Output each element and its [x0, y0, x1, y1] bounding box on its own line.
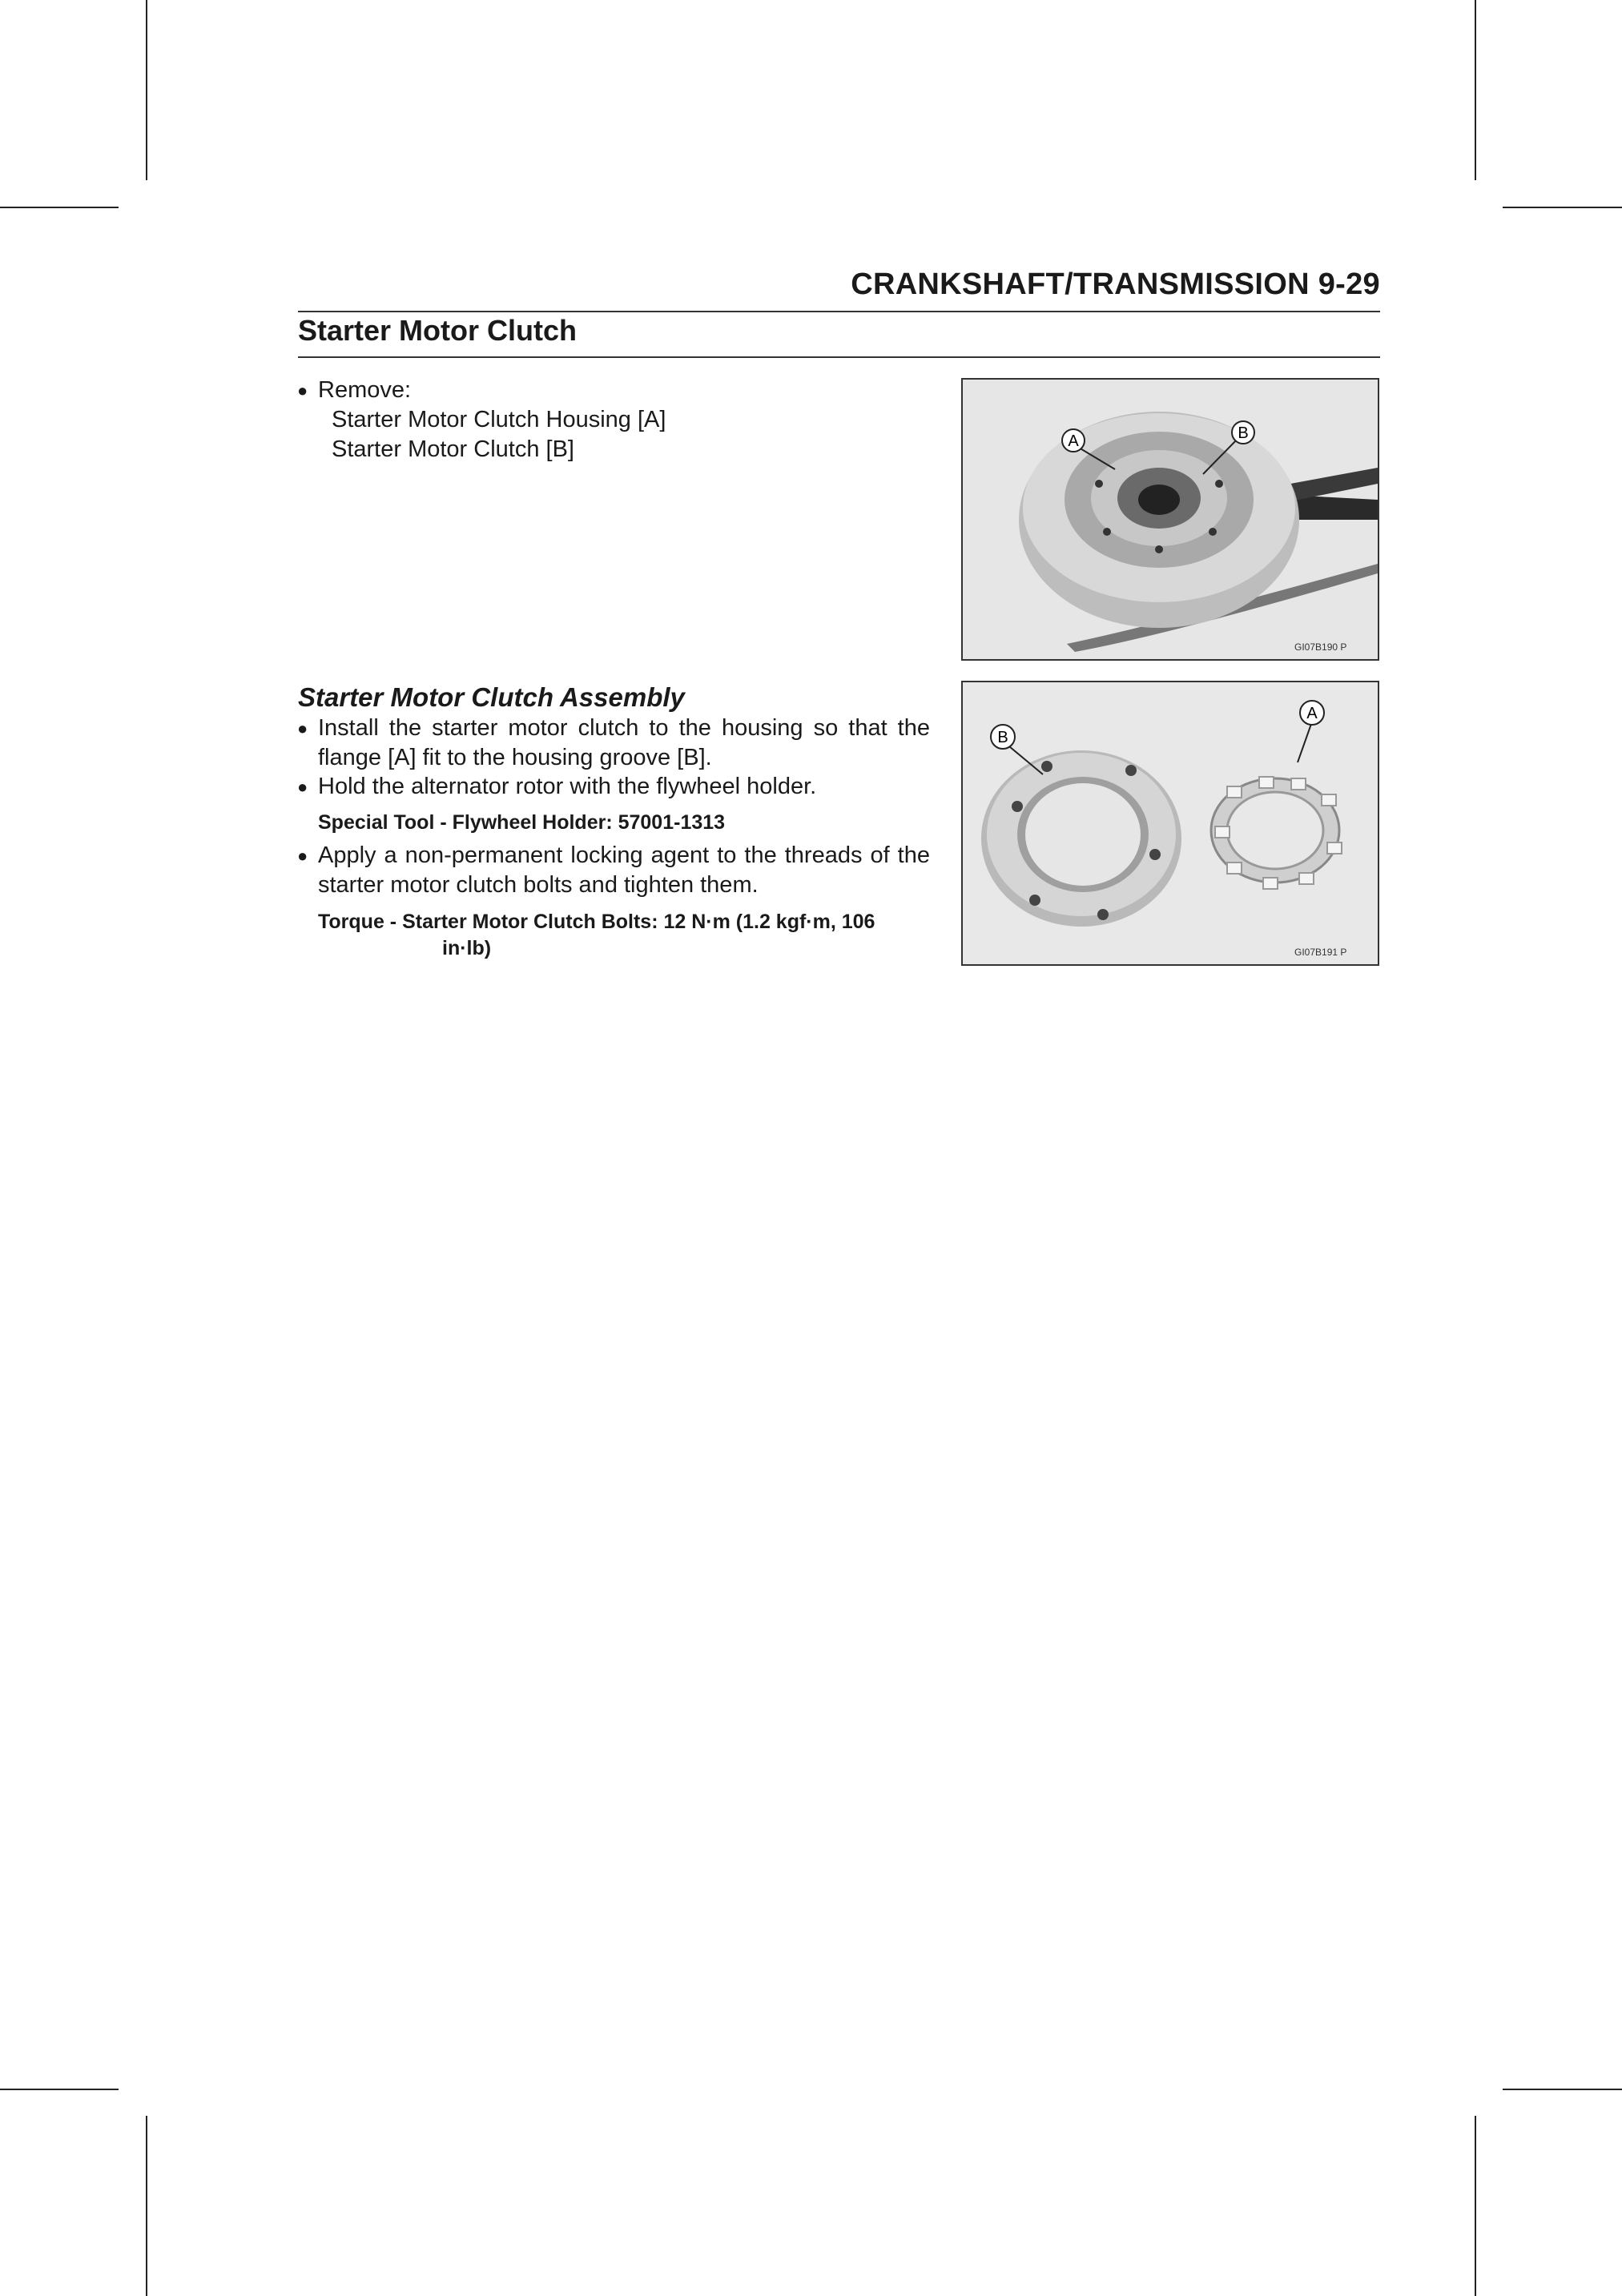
- special-tool-spec: Special Tool - Flywheel Holder: 57001-1313: [318, 811, 726, 834]
- page-header: [298, 264, 1380, 312]
- figure-assembly-photo: [961, 681, 1379, 966]
- crop-mark: [0, 2089, 119, 2090]
- remove-item: Starter Motor Clutch Housing [A]: [332, 407, 666, 432]
- callout-label: B: [1238, 424, 1249, 442]
- figure-assembly-drawing: [963, 682, 1378, 964]
- remove-block: [318, 376, 927, 464]
- callout-label: A: [1068, 432, 1079, 450]
- torque-line: in·lb): [442, 937, 492, 959]
- remove-item: Starter Motor Clutch [B]: [332, 436, 574, 462]
- assembly-step: [318, 714, 930, 773]
- assembly-heading: Starter Motor Clutch Assembly: [298, 682, 685, 712]
- callout-label: A: [1306, 705, 1318, 722]
- crop-mark: [1503, 2089, 1622, 2090]
- torque-spec: [318, 909, 935, 962]
- torque-line: Torque - Starter Motor Clutch Bolts: 12 N·m (1.2 kgf·m, 106: [318, 911, 875, 933]
- figure-removal-photo: [961, 378, 1379, 661]
- assembly-step: [318, 772, 930, 802]
- figure-code: GI07B190 P: [1294, 641, 1347, 653]
- callout-label: B: [997, 729, 1008, 746]
- crop-mark: [0, 207, 119, 208]
- section-rule: [298, 356, 1380, 358]
- remove-lead: ● Remove:: [318, 376, 927, 405]
- crop-mark: [146, 0, 147, 180]
- crop-mark: [1475, 2116, 1476, 2296]
- crop-mark: [146, 2116, 147, 2296]
- figure-removal-drawing: [963, 380, 1378, 659]
- page-title: CRANKSHAFT/TRANSMISSION 9-29: [851, 267, 1380, 301]
- figure-code: GI07B191 P: [1294, 947, 1347, 958]
- crop-mark: [1503, 207, 1622, 208]
- header-rule: [298, 311, 1380, 312]
- assembly-step-text: ● Install the starter motor clutch to the housing so that the flange [A] fit to the housing groove [B].: [318, 714, 930, 773]
- assembly-step-text: ● Hold the alternator rotor with the flywheel holder.: [318, 772, 930, 802]
- assembly-step: [318, 841, 930, 900]
- assembly-step-text: ● Apply a non-permanent locking agent to the threads of the starter motor clutch bolts and tighten them.: [318, 841, 930, 900]
- crop-mark: [1475, 0, 1476, 180]
- section-title: Starter Motor Clutch: [298, 314, 578, 347]
